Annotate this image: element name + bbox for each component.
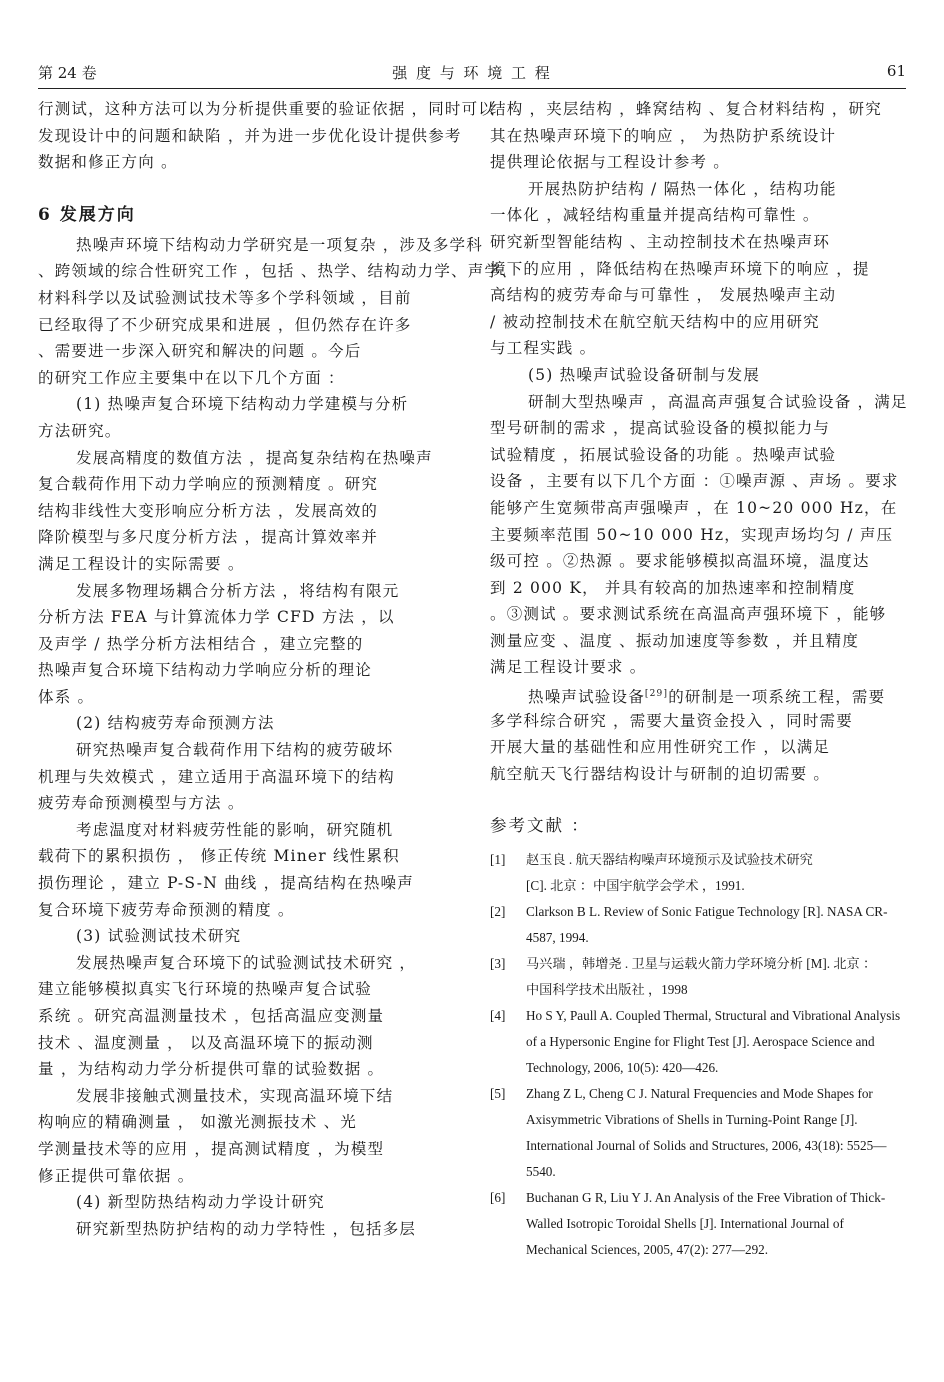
text-line: 考虑温度对材料疲劳性能的影响，研究随机 xyxy=(76,820,394,839)
reference-text-main: Ho S Y, Paull A. Coupled Thermal, Structural and Vibrational Analysis of a Hypersonic Engine for Flight Test [J]. Aerospace Science and Technology, 2006, 10(5): 420—426. xyxy=(526,1008,901,1076)
reference-text-main: 马兴瑞 ，韩增尧 . 卫星与运载火箭力学环境分析 [M]. 北京 ： xyxy=(526,956,877,972)
citation-marker: [29] xyxy=(644,689,669,700)
reference-item xyxy=(490,1003,906,1081)
reference-text xyxy=(526,1081,906,1185)
reference-text xyxy=(526,899,906,951)
text-line: 测量应变 、温度 、振动加速度等参数 ，并且精度 xyxy=(490,631,860,650)
text-line: 满足工程设计要求 。 xyxy=(490,658,647,677)
text-line: 发展多物理场耦合分析方法 ，将结构有限元 xyxy=(76,581,400,600)
text-line: 疲劳寿命预测模型与方法 。 xyxy=(38,794,245,813)
reference-number: [3] xyxy=(490,956,506,972)
reference-text-cont: 中国科学技术出版社 ，1998 xyxy=(526,982,688,998)
section-heading: 6 发展方向 xyxy=(38,204,136,225)
reference-item xyxy=(490,1185,906,1263)
text-line: 一体化 ，减轻结构重量并提高结构可靠性 。 xyxy=(490,206,820,225)
text-line: 修正提供可靠依据 。 xyxy=(38,1166,195,1185)
text-line: 提供理论依据与工程设计参考 。 xyxy=(490,153,730,172)
text-line: 主要频率范围 50~10 000 Hz，实现声场均匀 / 声压 xyxy=(490,525,894,544)
text-line: 发展热噪声复合环境下的试验测试技术研究 ， xyxy=(76,953,417,972)
reference-text-cont: [C]. 北京 ：中国宇航学会学术 ，1991. xyxy=(526,878,745,894)
reference-text-main: 赵玉良 . 航天器结构噪声环境预示及试验技术研究 xyxy=(526,852,813,868)
text-line: 学测量技术等的应用 ，提高测试精度 ，为模型 xyxy=(38,1139,385,1158)
header-rule xyxy=(38,88,906,89)
text-line: (3) 试验测试技术研究 xyxy=(76,927,242,946)
reference-number: [5] xyxy=(490,1086,506,1102)
text-line: 行测试，这种方法可以为分析提供重要的验证依据 ，同时可以 xyxy=(38,100,496,118)
spacer xyxy=(38,176,448,198)
text-line: 分析方法 FEA 与计算流体力学 CFD 方法 ，以 xyxy=(38,608,395,627)
reference-number: [6] xyxy=(490,1190,506,1206)
text-line: / 被动控制技术在航空航天结构中的应用研究 xyxy=(490,312,820,331)
reference-text xyxy=(526,847,906,899)
text-line: 构响应的精确测量 ， 如激光测振技术 、光 xyxy=(38,1113,357,1132)
text-fragment: 的研制是一项系统工程，需要 xyxy=(668,688,886,707)
text-line: 量 ，为结构动力学分析提供可靠的试验数据 。 xyxy=(38,1060,385,1079)
text-line: 试验精度 ，拓展试验设备的功能 。热噪声试验 xyxy=(490,445,837,464)
reference-item xyxy=(490,847,906,899)
text-line: 研究新型热防护结构的动力学特性 ，包括多层 xyxy=(76,1219,417,1238)
text-line: 及声学 / 热学分析方法相结合 ，建立完整的 xyxy=(38,634,364,653)
reference-list xyxy=(490,847,906,1263)
text-line: 设备 ，主要有以下几个方面 ：①噪声源 、声场 。要求 xyxy=(490,472,899,491)
references-heading: 参考文献 ： xyxy=(490,816,590,836)
text-line xyxy=(490,681,906,708)
text-line: 开展大量的基础性和应用性研究工作 ，以满足 xyxy=(490,738,831,757)
text-line: 航空航天飞行器结构设计与研制的迫切需要 。 xyxy=(490,764,831,783)
reference-item xyxy=(490,951,906,1003)
text-line: 建立能够模拟真实飞行环境的热噪声复合试验 xyxy=(38,980,373,999)
reference-number: [1] xyxy=(490,852,506,868)
text-line: (2) 结构疲劳寿命预测方法 xyxy=(76,714,275,733)
text-line: 、跨领域的综合性研究工作 ，包括 、热学、结构动力学、声学、 xyxy=(38,262,518,281)
text-line: 机理与失效模式 ，建立适用于高温环境下的结构 xyxy=(38,767,395,786)
text-line: 结构非线性大变形响应分析方法 ，发展高效的 xyxy=(38,501,379,520)
right-column-body xyxy=(490,96,906,843)
reference-item xyxy=(490,1081,906,1185)
text-line: 型号研制的需求 ，提高试验设备的模拟能力与 xyxy=(490,419,831,438)
text-line: 其在热噪声环境下的响应 ， 为热防护系统设计 xyxy=(490,126,837,145)
text-line: 开展热防护结构 / 隔热一体化 ，结构功能 xyxy=(528,179,837,198)
text-line: 多学科综合研究 ，需要大量资金投入 ，同时需要 xyxy=(490,711,853,730)
page-number: 61 xyxy=(886,62,906,80)
journal-name: 强 度 与 环 境 工 程 xyxy=(392,64,552,82)
volume-label: 第 24 卷 xyxy=(38,64,97,82)
text-line: 境下的应用 ，降低结构在热噪声环境下的响应 ，提 xyxy=(490,259,870,278)
text-line: 到 2 000 K， 并具有较高的加热速率和控制精度 xyxy=(490,578,856,597)
text-line: 热噪声环境下结构动力学研究是一项复杂 ，涉及多学科 xyxy=(76,235,483,254)
text-line: 已经取得了不少研究成果和进展 ，但仍然存在许多 xyxy=(38,315,412,334)
reference-text-main: Clarkson B L. Review of Sonic Fatigue Technology [R]. NASA CR-4587, 1994. xyxy=(526,904,888,946)
spacer xyxy=(490,787,906,809)
text-line: 的研究工作应主要集中在以下几个方面 ： xyxy=(38,368,345,387)
text-line: 发展非接触式测量技术，实现高温环境下结 xyxy=(76,1086,394,1105)
reference-text-main: Buchanan G R, Liu Y J. An Analysis of the Free Vibration of Thick-Walled Isotropic Toroidal Shells [J]. International Journal of Mechanical Sciences, 2005, 47(2): 277—292. xyxy=(526,1190,886,1258)
text-line: 复合载荷作用下动力学响应的预测精度 。研究 xyxy=(38,475,379,494)
text-line: 材料科学以及试验测试技术等多个学科领域 ，目前 xyxy=(38,288,412,307)
reference-item xyxy=(490,899,906,951)
text-line: 研制大型热噪声 ，高温高声强复合试验设备 ，满足 xyxy=(528,392,908,411)
left-column xyxy=(38,96,518,1242)
text-fragment: 热噪声试验设备 xyxy=(528,688,645,707)
reference-number: [2] xyxy=(490,904,506,920)
text-line: 降阶模型与多尺度分析方法 ，提高计算效率并 xyxy=(38,528,379,547)
text-line: 数据和修正方向 。 xyxy=(38,153,178,172)
text-line: (5) 热噪声试验设备研制与发展 xyxy=(528,365,761,384)
text-line: 发展高精度的数值方法 ，提高复杂结构在热噪声 xyxy=(76,448,433,467)
text-line: 复合环境下疲劳寿命预测的精度 。 xyxy=(38,900,295,919)
text-line: (1) 热噪声复合环境下结构动力学建模与分析 xyxy=(76,395,409,414)
right-column xyxy=(490,96,906,1263)
text-line: 发现设计中的问题和缺陷 ，并为进一步优化设计提供参考 xyxy=(38,126,462,145)
text-line: 损伤理论 ，建立 P-S-N 曲线 ，提高结构在热噪声 xyxy=(38,874,414,893)
text-line: 满足工程设计的实际需要 。 xyxy=(38,554,245,573)
reference-text xyxy=(526,1003,906,1081)
text-line: 热噪声复合环境下结构动力学响应分析的理论 xyxy=(38,661,373,680)
reference-number: [4] xyxy=(490,1008,506,1024)
reference-text xyxy=(526,951,906,1003)
text-line: 方法研究。 xyxy=(38,421,122,440)
text-line: 研究热噪声复合载荷作用下结构的疲劳破坏 xyxy=(76,741,394,760)
running-header xyxy=(38,62,906,84)
text-line: 结构 ，夹层结构 ，蜂窝结构 、复合材料结构 ，研究 xyxy=(490,100,882,118)
text-line: 与工程实践 。 xyxy=(490,339,597,358)
text-line: 体系 。 xyxy=(38,687,95,706)
text-line: 技术 、温度测量 ， 以及高温环境下的振动测 xyxy=(38,1033,374,1052)
reference-text-main: Zhang Z L, Cheng C J. Natural Frequencies and Mode Shapes for Axisymmetric Vibrations of Shells in Turning-Point Range [J]. International Journal of Solids and Structures, 2006, 43(18): 5525—5540. xyxy=(526,1086,887,1180)
text-line: 、需要进一步深入研究和解决的问题 。今后 xyxy=(38,342,362,361)
text-line: 系统 。研究高温测量技术 ，包括高温应变测量 xyxy=(38,1007,385,1025)
text-line: 载荷下的累积损伤 ， 修正传统 Miner 线性累积 xyxy=(38,847,400,866)
text-line: (4) 新型防热结构动力学设计研究 xyxy=(76,1193,325,1212)
reference-text xyxy=(526,1185,906,1263)
text-line: 级可控 。②热源 。要求能够模拟高温环境，温度达 xyxy=(490,552,870,571)
text-line: 。③测试 。要求测试系统在高温高声强环境下 ，能够 xyxy=(490,605,887,624)
text-line: 高结构的疲劳寿命与可靠性 ， 发展热噪声主动 xyxy=(490,286,837,305)
text-line: 能够产生宽频带高声强噪声 ，在 10~20 000 Hz，在 xyxy=(490,498,898,517)
text-line: 研究新型智能结构 、主动控制技术在热噪声环 xyxy=(490,232,831,251)
